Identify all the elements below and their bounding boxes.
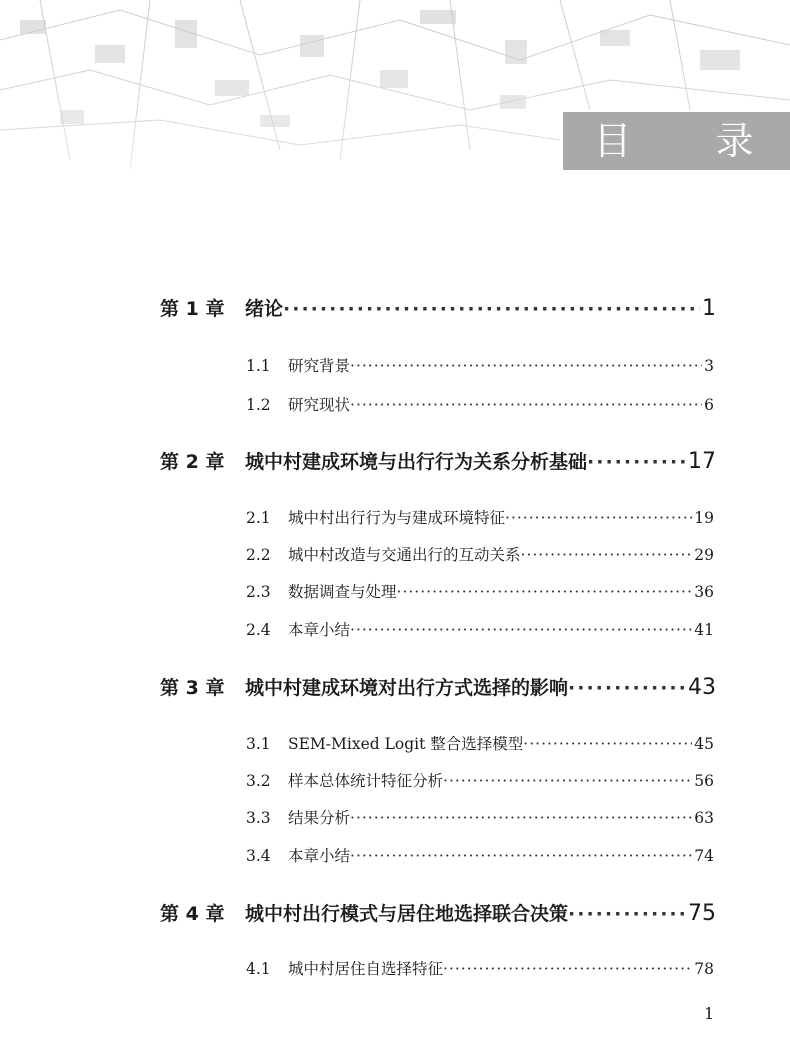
chapter-title: 城中村建成环境对出行方式选择的影响 xyxy=(245,677,569,699)
section-number: 2.4 xyxy=(246,621,271,639)
page-folio: 1 xyxy=(704,1004,715,1023)
toc-section-2-4[interactable] xyxy=(246,618,714,640)
dot-leader xyxy=(568,903,686,925)
chapter-number: 第 2 章 xyxy=(160,451,225,473)
page-number: 45 xyxy=(694,735,714,753)
page-title: 目 录 xyxy=(593,119,790,163)
dot-leader xyxy=(568,677,686,699)
section-title: 研究现状 xyxy=(288,396,351,414)
page-number: 17 xyxy=(688,449,716,474)
dot-leader xyxy=(523,735,692,753)
toc-section-2-1[interactable] xyxy=(246,506,714,528)
dot-leader xyxy=(505,509,692,527)
chapter-title: 城中村建成环境与出行行为关系分析基础 xyxy=(245,451,588,473)
chapter-title: 绪论 xyxy=(245,298,284,320)
header-map-texture xyxy=(0,0,790,200)
chapter-number: 第 1 章 xyxy=(160,298,225,320)
page-number: 63 xyxy=(694,809,714,827)
section-number: 3.3 xyxy=(246,809,271,827)
section-number: 2.2 xyxy=(246,546,271,564)
dot-leader xyxy=(397,583,693,601)
page-number: 29 xyxy=(694,546,714,564)
section-title: 城中村改造与交通出行的互动关系 xyxy=(288,546,521,564)
toc-section-4-1[interactable] xyxy=(246,957,714,979)
section-number: 1.2 xyxy=(246,396,271,414)
dot-leader xyxy=(350,847,692,865)
dot-leader xyxy=(350,357,702,375)
page-number: 41 xyxy=(694,621,714,639)
toc-chapter-3[interactable] xyxy=(160,673,716,700)
section-title: 本章小结 xyxy=(288,847,351,865)
toc-section-3-1[interactable] xyxy=(246,732,714,754)
page-number: 43 xyxy=(688,675,716,700)
section-number: 4.1 xyxy=(246,960,271,978)
section-title: 结果分析 xyxy=(288,809,351,827)
dot-leader xyxy=(443,960,692,978)
toc-section-2-3[interactable] xyxy=(246,580,714,602)
dot-leader xyxy=(350,621,692,639)
dot-leader xyxy=(443,772,692,790)
section-title: SEM-Mixed Logit 整合选择模型 xyxy=(288,735,524,753)
title-banner xyxy=(563,112,790,170)
page-number: 75 xyxy=(688,901,716,926)
page-number: 78 xyxy=(694,960,714,978)
section-number: 3.1 xyxy=(246,735,271,753)
toc-chapter-2[interactable] xyxy=(160,447,716,474)
section-number: 1.1 xyxy=(246,357,271,375)
dot-leader xyxy=(283,298,700,320)
chapter-title: 城中村出行模式与居住地选择联合决策 xyxy=(245,903,569,925)
chapter-number: 第 4 章 xyxy=(160,903,225,925)
section-number: 3.4 xyxy=(246,847,271,865)
toc-chapter-4[interactable] xyxy=(160,899,716,926)
page-number: 3 xyxy=(704,357,714,375)
toc-section-3-3[interactable] xyxy=(246,806,714,828)
section-title: 本章小结 xyxy=(288,621,351,639)
chapter-number: 第 3 章 xyxy=(160,677,225,699)
section-number: 2.3 xyxy=(246,583,271,601)
toc-section-1-2[interactable] xyxy=(246,393,714,415)
page-number: 1 xyxy=(702,296,716,321)
page-number: 36 xyxy=(694,583,714,601)
toc-chapter-1[interactable] xyxy=(160,294,716,321)
dot-leader xyxy=(521,546,693,564)
page-number: 6 xyxy=(704,396,714,414)
section-title: 样本总体统计特征分析 xyxy=(288,772,444,790)
toc-section-3-4[interactable] xyxy=(246,844,714,866)
section-number: 2.1 xyxy=(246,509,271,527)
section-number: 3.2 xyxy=(246,772,271,790)
page-number: 74 xyxy=(694,847,714,865)
dot-leader xyxy=(587,451,686,473)
toc-section-2-2[interactable] xyxy=(246,543,714,565)
toc-section-3-2[interactable] xyxy=(246,769,714,791)
section-title: 数据调查与处理 xyxy=(288,583,397,601)
dot-leader xyxy=(350,809,692,827)
toc-section-1-1[interactable] xyxy=(246,354,714,376)
section-title: 研究背景 xyxy=(288,357,351,375)
page-number: 19 xyxy=(694,509,714,527)
page-number: 56 xyxy=(694,772,714,790)
section-title: 城中村居住自选择特征 xyxy=(288,960,444,978)
section-title: 城中村出行行为与建成环境特征 xyxy=(288,509,506,527)
dot-leader xyxy=(350,396,702,414)
